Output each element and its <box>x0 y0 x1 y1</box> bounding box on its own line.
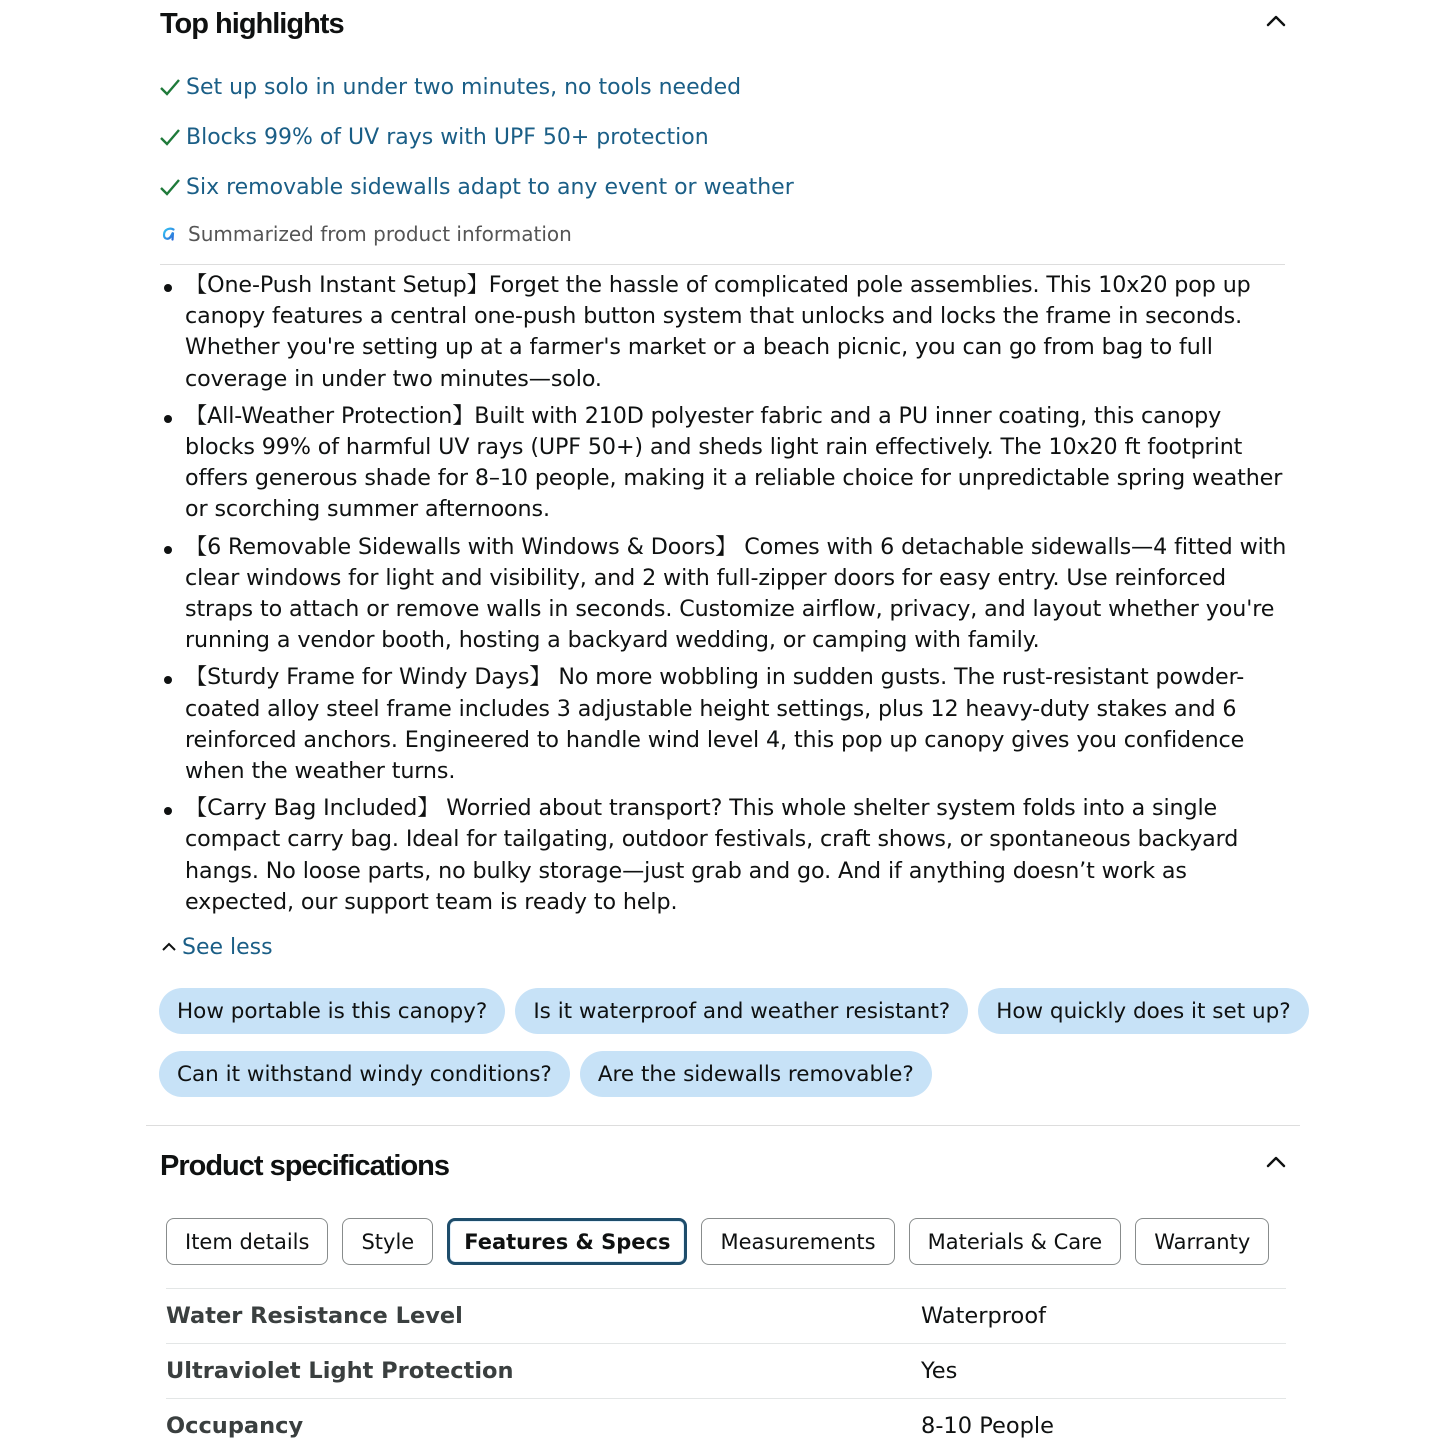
chevron-up-icon[interactable] <box>1264 9 1288 33</box>
highlight-item <box>158 120 709 154</box>
check-icon <box>158 75 182 99</box>
question-chips-row <box>159 988 1309 1034</box>
bullet-item: 【One-Push Instant Setup】Forget the hassle of complicated pole assemblies. This 10x20 pop up canopy features a central one-push button system that unlocks and locks the frame in seconds. Whether you're setting up at a farmer's market or a beach picnic, you can go from bag to full coverage in under two minutes—solo. <box>160 270 1290 395</box>
tab-features-specs[interactable]: Features & Specs <box>447 1218 687 1265</box>
spec-value: Yes <box>921 1358 958 1384</box>
tab-item-details[interactable]: Item details <box>166 1218 328 1265</box>
bullet-item: 【Carry Bag Included】 Worried about transport? This whole shelter system folds into a single compact carry bag. Ideal for tailgating, outdoor festivals, craft shows, or spontaneous backyard hangs. No loose parts, no bulky storage—just grab and go. And if anything doesn’t work as expected, our support team is ready to help. <box>160 793 1290 918</box>
question-chip[interactable]: How portable is this canopy? <box>159 988 505 1034</box>
about-bullets-list <box>160 270 1290 924</box>
highlight-item <box>158 70 741 104</box>
summarized-note <box>160 219 572 249</box>
divider <box>160 264 1285 265</box>
spec-row <box>166 1343 1286 1398</box>
spec-key: Water Resistance Level <box>166 1303 463 1329</box>
check-icon <box>158 125 182 149</box>
ai-sparkle-icon <box>160 224 180 244</box>
highlight-item <box>158 170 794 204</box>
highlight-text: Set up solo in under two minutes, no tools needed <box>186 74 742 100</box>
spec-value: 8-10 People <box>921 1413 1054 1439</box>
spec-value: Waterproof <box>921 1303 1047 1329</box>
see-less-link[interactable] <box>160 932 273 962</box>
chevron-up-icon <box>160 938 178 956</box>
highlight-text: Blocks 99% of UV rays with UPF 50+ protection <box>186 124 709 150</box>
see-less-label: See less <box>182 934 273 960</box>
question-chips-row <box>159 1051 932 1097</box>
product-specifications-title: Product specifications <box>160 1150 450 1182</box>
question-chip[interactable]: Are the sidewalls removable? <box>580 1051 932 1097</box>
tab-measurements[interactable]: Measurements <box>701 1218 894 1265</box>
question-chip[interactable]: Can it withstand windy conditions? <box>159 1051 570 1097</box>
chevron-up-icon[interactable] <box>1264 1150 1288 1174</box>
spec-key: Ultraviolet Light Protection <box>166 1358 514 1384</box>
check-icon <box>158 175 182 199</box>
tab-style[interactable]: Style <box>342 1218 433 1265</box>
tab-warranty[interactable]: Warranty <box>1135 1218 1269 1265</box>
top-highlights-title: Top highlights <box>160 8 344 40</box>
spec-row <box>166 1398 1286 1445</box>
bullet-item: 【All-Weather Protection】Built with 210D polyester fabric and a PU inner coating, this canopy blocks 99% of harmful UV rays (UPF 50+) and sheds light rain effectively. The 10x20 ft footprint offers generous shade for 8–10 people, making it a reliable choice for unpredictable spring weather or scorching summer afternoons. <box>160 401 1290 526</box>
highlight-text: Six removable sidewalls adapt to any event or weather <box>186 174 794 200</box>
spec-tabs <box>166 1218 1269 1265</box>
spec-row <box>166 1288 1286 1343</box>
question-chip[interactable]: How quickly does it set up? <box>978 988 1308 1034</box>
spec-key: Occupancy <box>166 1413 304 1439</box>
bullet-item: 【Sturdy Frame for Windy Days】 No more wobbling in sudden gusts. The rust-resistant powder-coated alloy steel frame includes 3 adjustable height settings, plus 12 heavy-duty stakes and 6 reinforced anchors. Engineered to handle wind level 4, this pop up canopy gives you confidence when the weather turns. <box>160 662 1290 787</box>
question-chip[interactable]: Is it waterproof and weather resistant? <box>515 988 968 1034</box>
section-divider <box>146 1125 1300 1126</box>
bullet-item: 【6 Removable Sidewalls with Windows & Doors】 Comes with 6 detachable sidewalls—4 fitted with clear windows for light and visibility, and 2 with full-zipper doors for easy entry. Use reinforced straps to attach or remove walls in seconds. Customize airflow, privacy, and layout whether you're running a vendor booth, hosting a backyard wedding, or camping with family. <box>160 532 1290 657</box>
tab-materials-care[interactable]: Materials & Care <box>909 1218 1122 1265</box>
summarized-text: Summarized from product information <box>188 222 572 246</box>
